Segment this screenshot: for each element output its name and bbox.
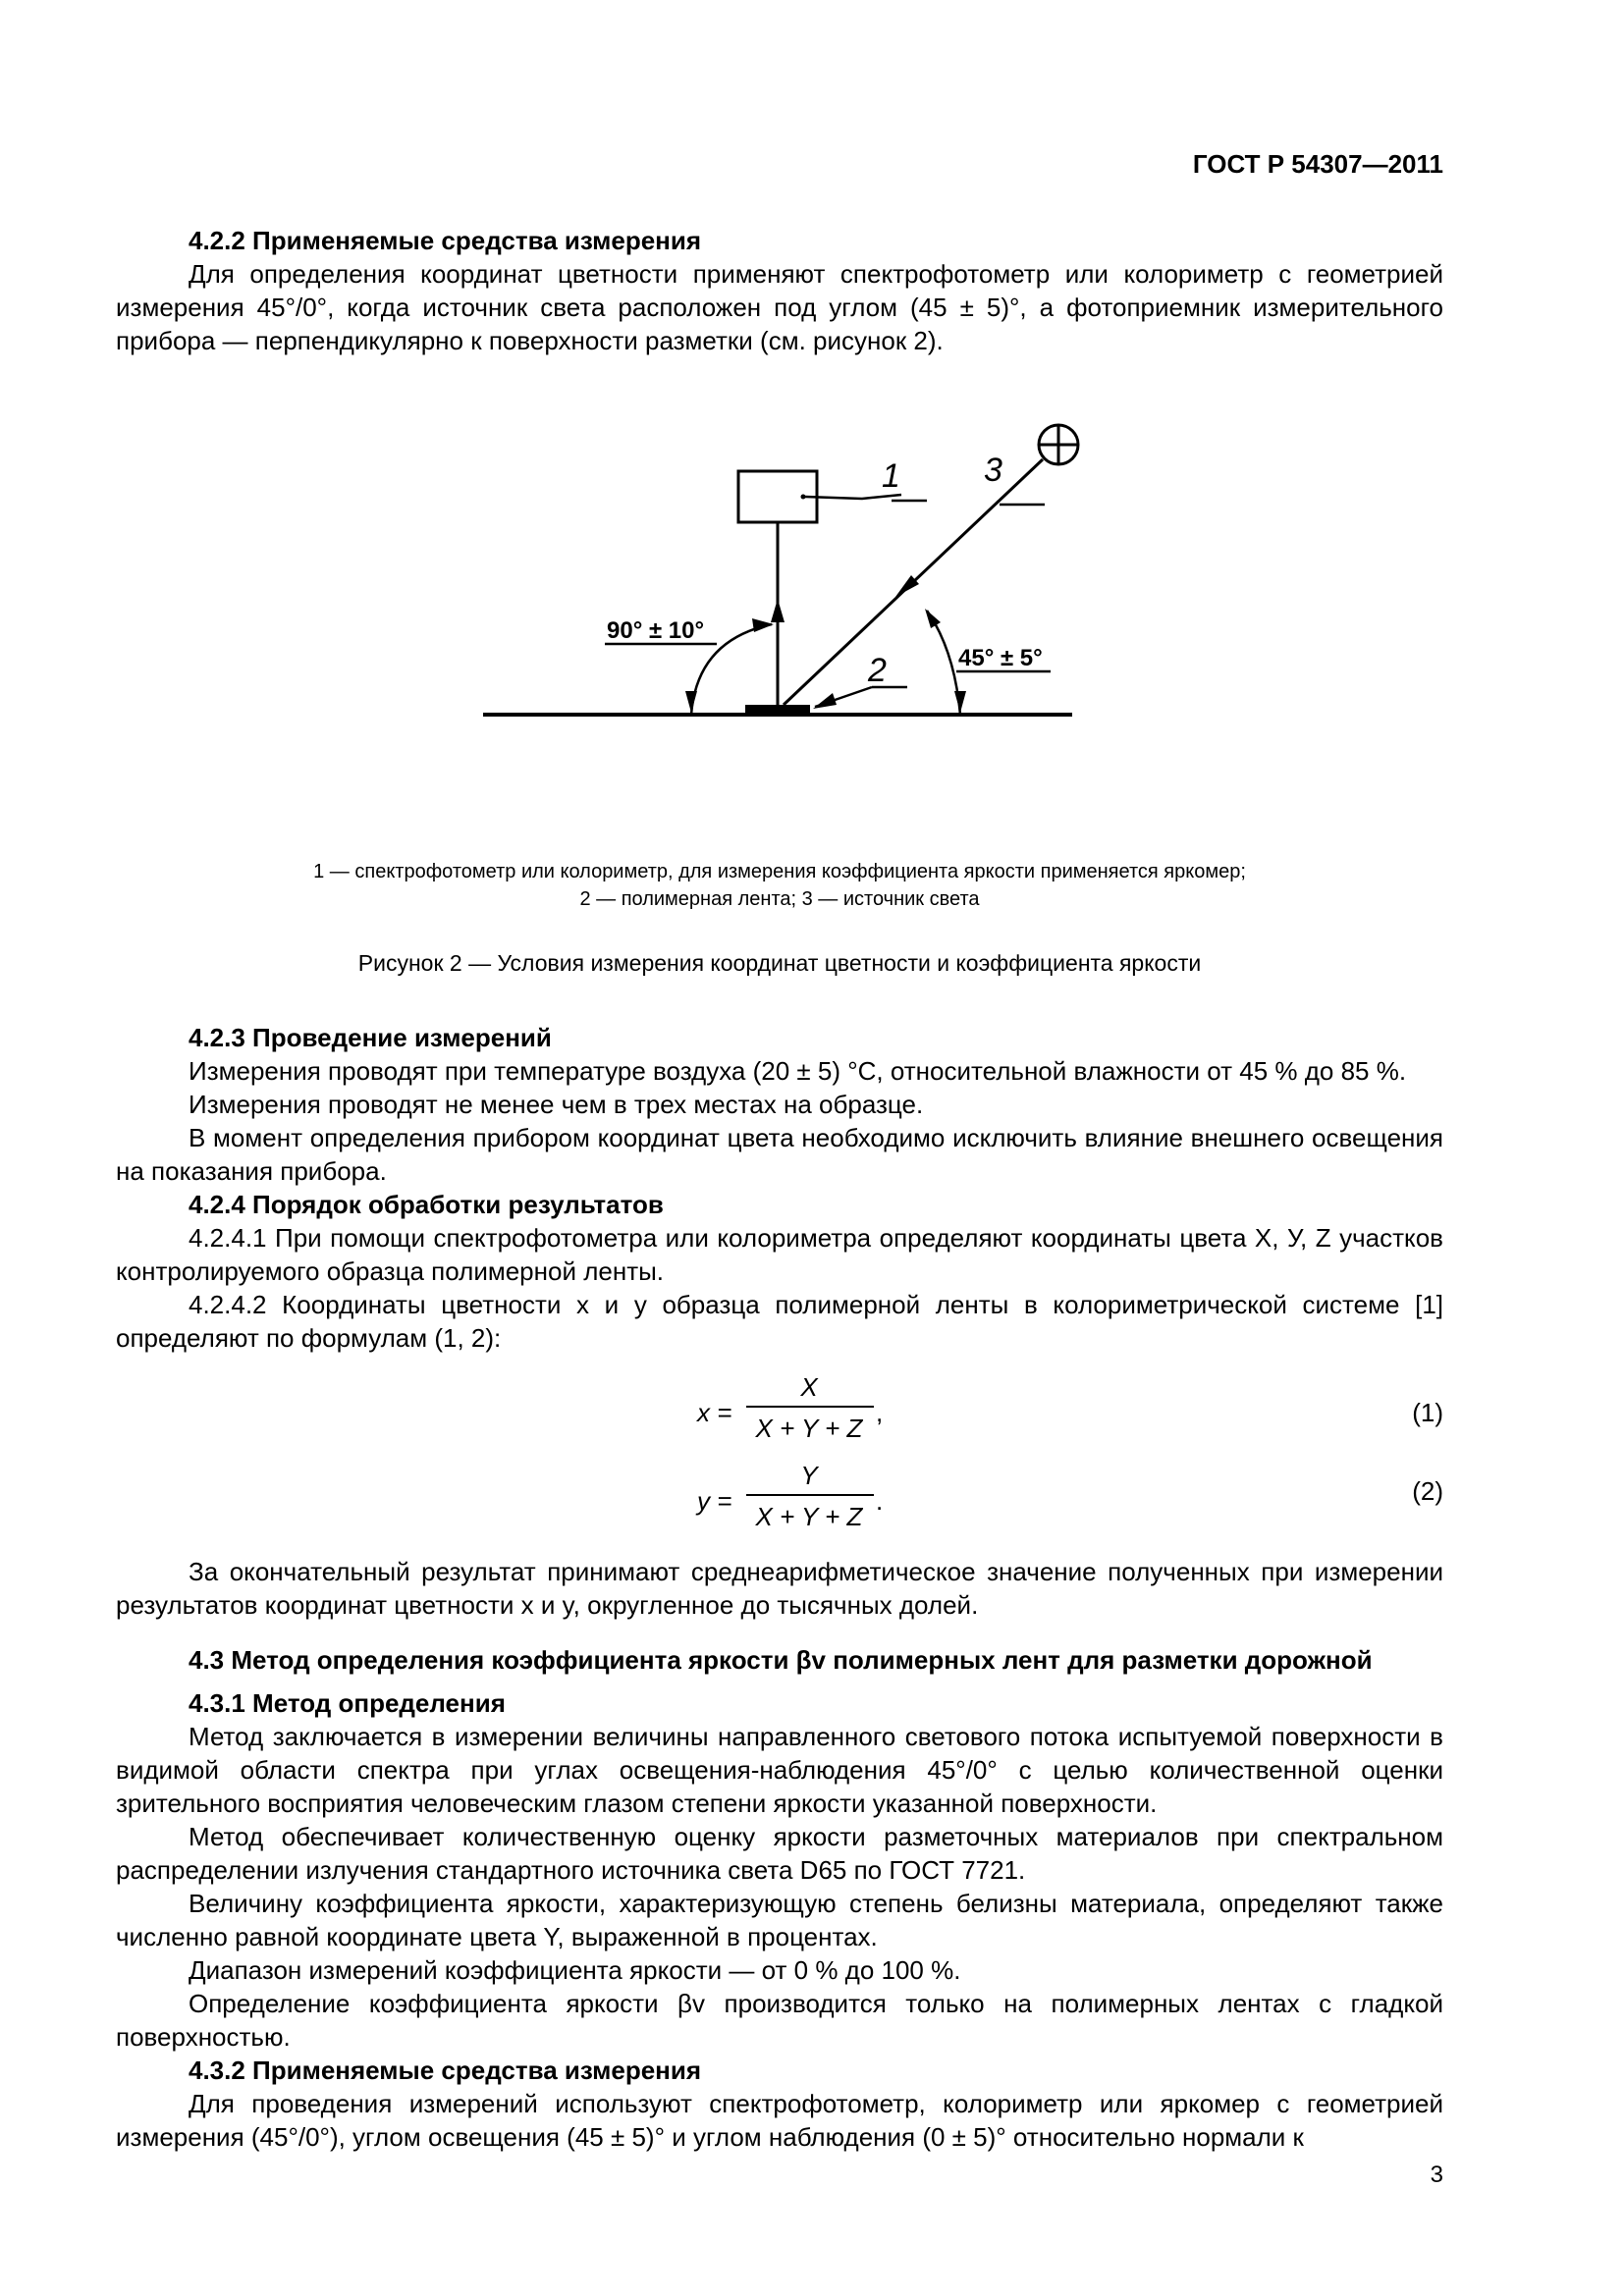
- formula-2-numerator: Y: [800, 1461, 818, 1490]
- formula-1-punct: ,: [876, 1398, 884, 1427]
- figure-legend-line1: 1 — спектрофотометр или колориметр, для измерения коэффициента яркости применяется яркомер;: [313, 861, 1246, 882]
- section-4-2-2-title: 4.2.2 Применяемые средства измерения: [189, 226, 702, 255]
- section-4-2-3-title: 4.2.3 Проведение измерений: [189, 1023, 552, 1052]
- polymer-tape: [745, 705, 810, 715]
- section-4-3-1-p5: Определение коэффициента яркости βv производится только на полимерных лентах с гладкой поверхностью.: [116, 1989, 1443, 2052]
- figure-2: [116, 387, 1443, 858]
- formula-1-number: (1): [1412, 1398, 1443, 1427]
- page-number: 3: [1430, 2162, 1443, 2188]
- formula-2: [116, 1457, 1443, 1545]
- section-4-3-title: 4.3 Метод определения коэффициента яркости βv полимерных лент для разметки дорожной: [189, 1645, 1373, 1675]
- formula-1-bar: [746, 1406, 874, 1408]
- section-4-2-3-p1: Измерения проводят при температуре воздуха (20 ± 5) °С, относительной влажности от 45 % до 85 %.: [189, 1056, 1407, 1086]
- figure-caption: Рисунок 2 — Условия измерения координат цветности и коэффициента яркости: [357, 950, 1202, 976]
- formula-2-lhs: y =: [697, 1486, 732, 1516]
- formula-2-denominator: X + Y + Z: [755, 1502, 863, 1531]
- angle-label-45: 45° ± 5°: [958, 645, 1043, 671]
- section-4-3-2-p1: Для проведения измерений используют спектрофотометр, колориметр или яркомер с геометрией измерения (45°/0°), углом освещения (45 ± 5)° и углом наблюдения (0 ± 5)° относительно нормали к: [116, 2089, 1443, 2152]
- section-4-3-1-p4: Диапазон измерений коэффициента яркости — от 0 % до 100 %.: [189, 1955, 961, 1985]
- result-paragraph: За окончательный результат принимают среднеарифметическое значение полученных при измерении результатов координат цветности x и y, округленное до тысячных долей.: [116, 1557, 1443, 1620]
- formula-1-numerator: X: [800, 1372, 818, 1402]
- section-4-2-4-2: 4.2.4.2 Координаты цветности x и y образца полимерной ленты в колориметрической системе [1] определяют по формулам (1, 2):: [116, 1290, 1443, 1353]
- formula-1: [116, 1368, 1443, 1457]
- section-4-2-4-title: 4.2.4 Порядок обработки результатов: [189, 1190, 664, 1219]
- section-4-2-3-p2: Измерения проводят не менее чем в трех местах на образце.: [189, 1090, 924, 1119]
- page-content: [116, 224, 1443, 2154]
- up-arrow: [771, 599, 785, 622]
- formula-1-lhs: x =: [697, 1398, 732, 1427]
- label-3: 3: [984, 452, 1002, 489]
- section-4-3-1-title: 4.3.1 Метод определения: [189, 1688, 506, 1718]
- label-2: 2: [868, 652, 887, 689]
- section-4-3-1-p3: Величину коэффициента яркости, характеризующую степень белизны материала, определяют также численно равной координате цвета Y, выраженной в процентах.: [116, 1889, 1443, 1951]
- section-4-3-1-p2: Метод обеспечивает количественную оценку яркости разметочных материалов при спектральном распределении излучения стандартного источника света D65 по ГОСТ 7721.: [116, 1822, 1443, 1885]
- section-4-3-2-title: 4.3.2 Применяемые средства измерения: [189, 2056, 702, 2085]
- section-4-2-3-p3: В момент определения прибором координат цвета необходимо исключить влияние внешнего освещения на показания прибора.: [116, 1123, 1443, 1186]
- section-4-3-1-p1: Метод заключается в измерении величины направленного светового потока испытуемой поверхности в видимой области спектра при углах освещения-наблюдения 45°/0° с целью количественной оценки зрительного восприятия человеческим глазом степени яркости указанной поверхности.: [116, 1722, 1443, 1818]
- angle-label-90: 90° ± 10°: [607, 617, 705, 644]
- measurement-diagram: [116, 387, 1443, 858]
- formula-2-number: (2): [1412, 1476, 1443, 1506]
- formula-1-denominator: X + Y + Z: [755, 1414, 863, 1443]
- document-id: ГОСТ Р 54307—2011: [1192, 149, 1443, 179]
- formula-2-bar: [746, 1494, 874, 1496]
- figure-legend-line2: 2 — полимерная лента; 3 — источник света: [579, 888, 980, 910]
- formula-2-punct: .: [876, 1486, 884, 1516]
- section-4-2-4-1: 4.2.4.1 При помощи спектрофотометра или колориметра определяют координаты цвета X, У, Z участков контролируемого образца полимерной ленты.: [116, 1223, 1443, 1286]
- section-4-2-2-paragraph: Для определения координат цветности применяют спектрофотометр или колориметр с геометрией измерения 45°/0°, когда источник света расположен под углом (45 ± 5)°, а фотоприемник измерительного прибора — перпендикулярно к поверхности разметки (см. рисунок 2).: [116, 259, 1443, 355]
- label-1: 1: [882, 457, 900, 495]
